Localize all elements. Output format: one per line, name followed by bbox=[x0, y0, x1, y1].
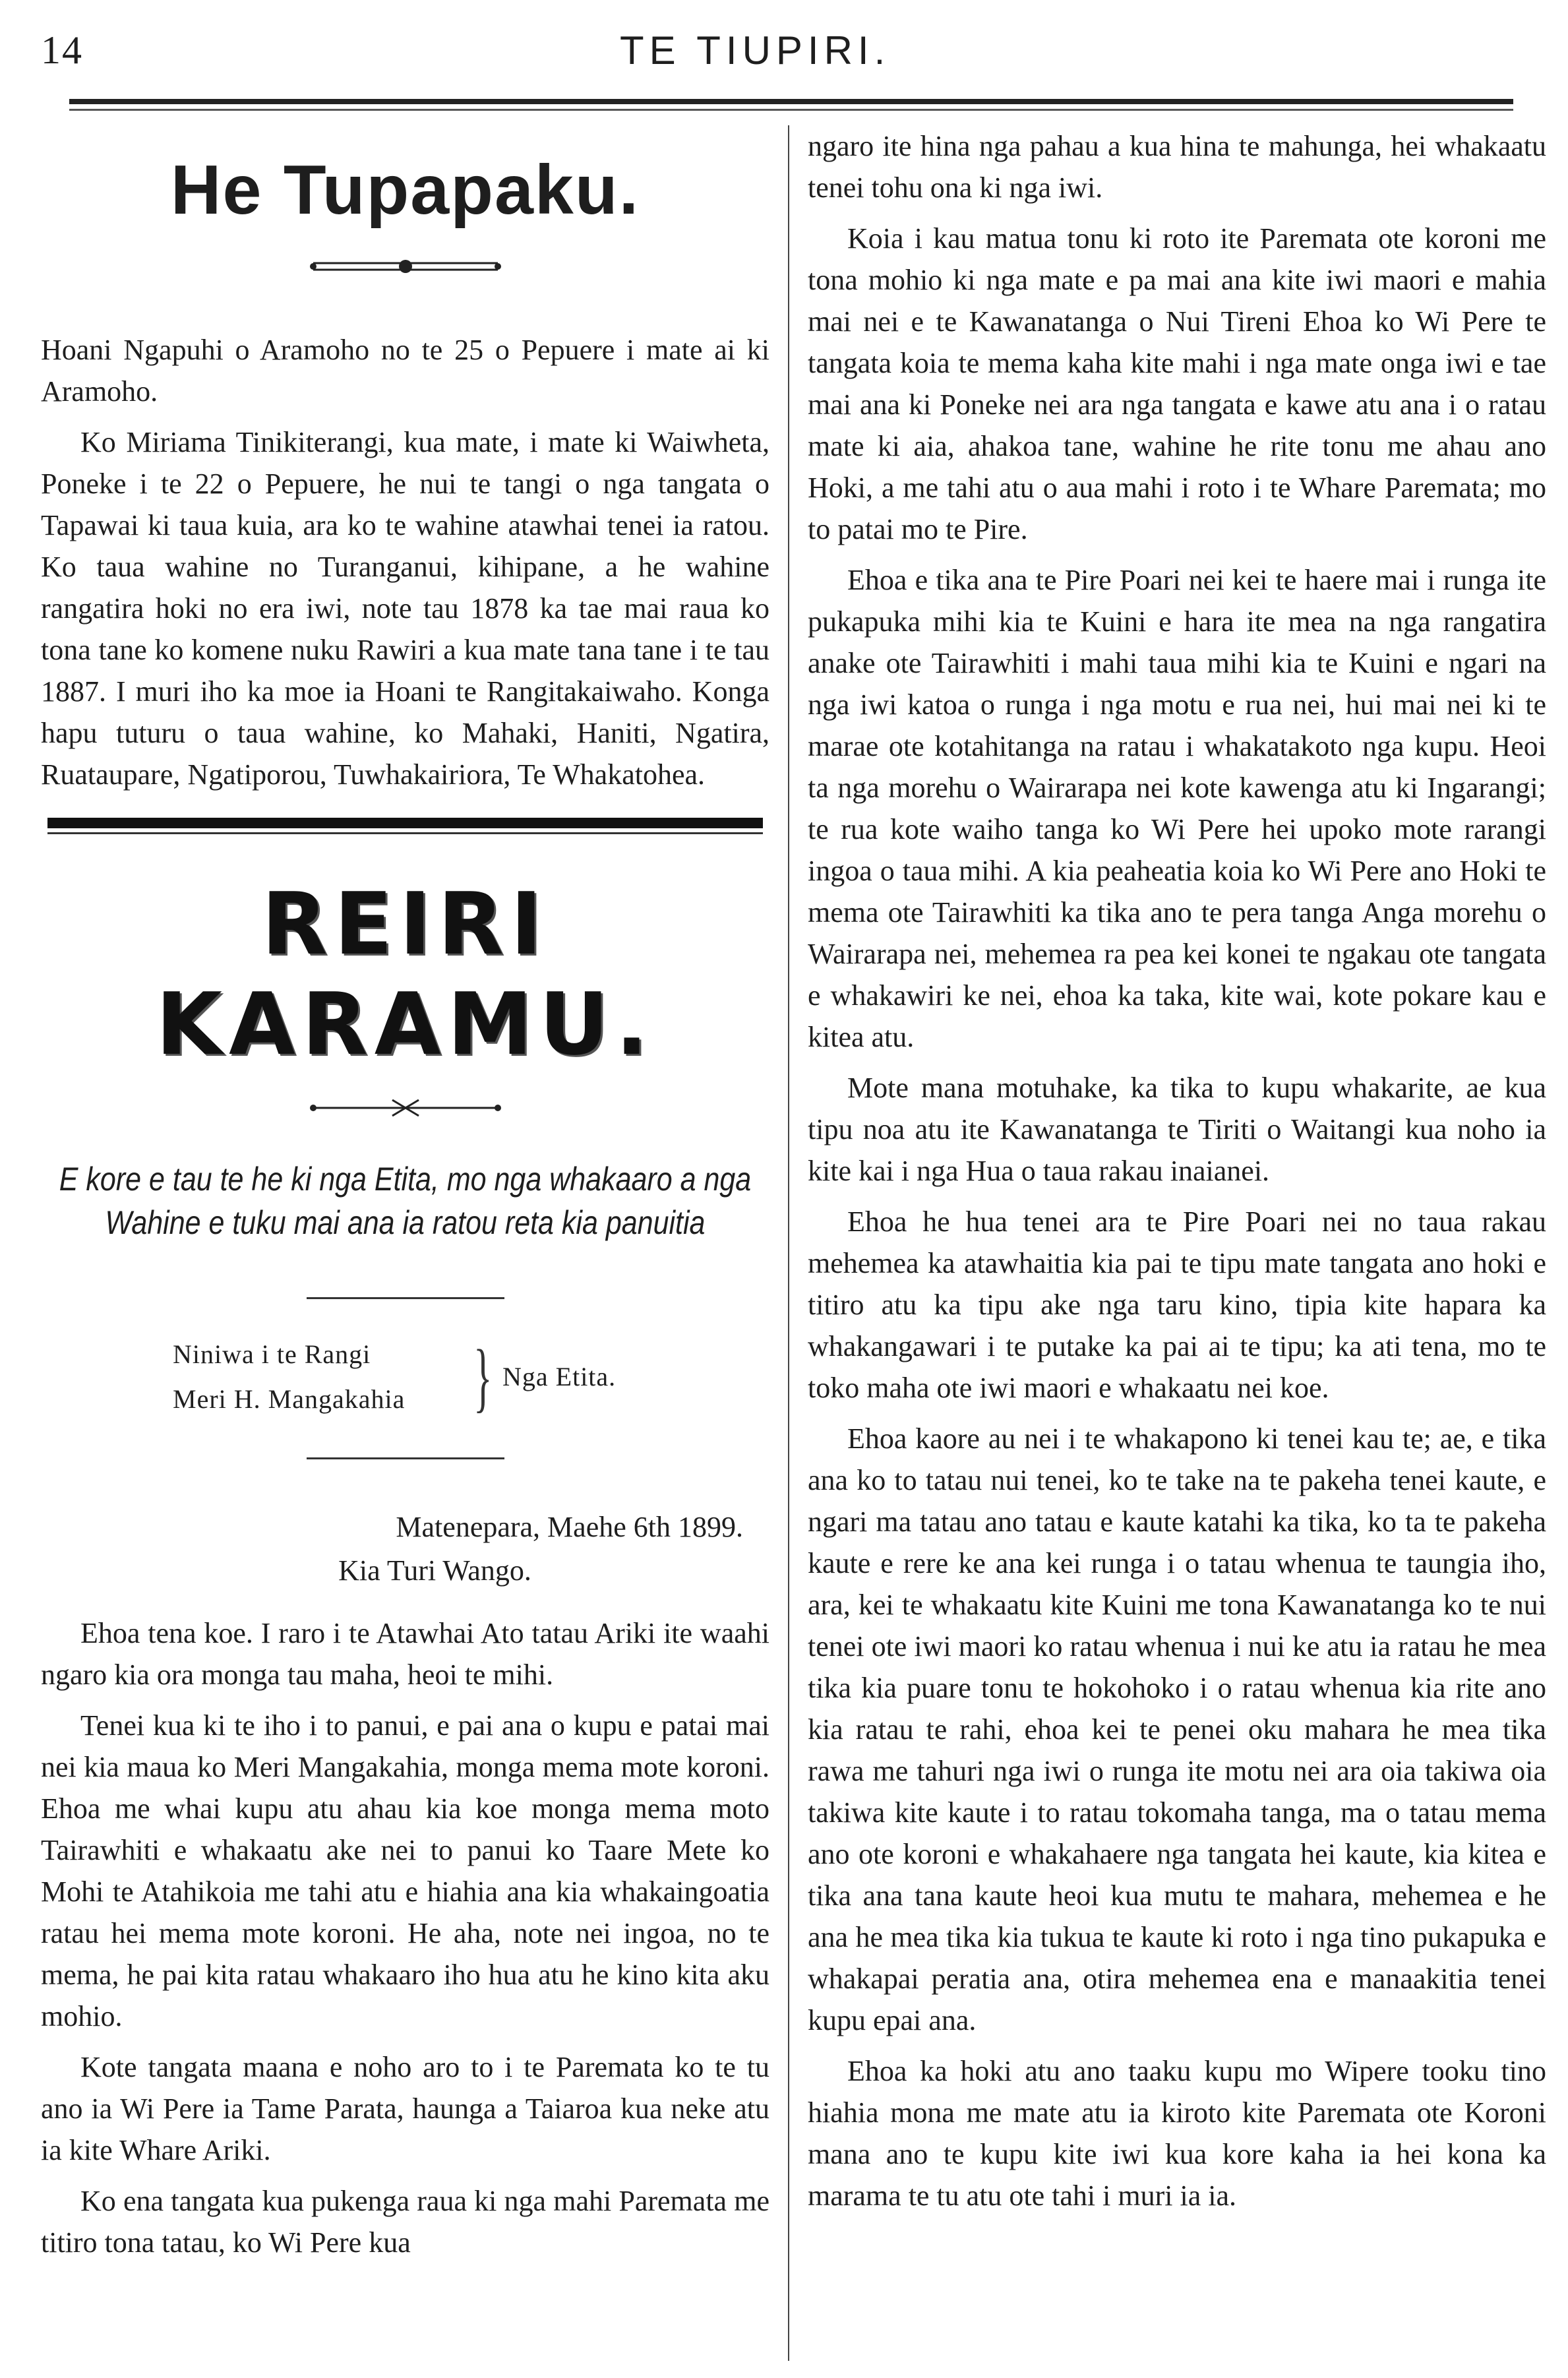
short-rule bbox=[307, 1457, 504, 1459]
letter-paragraph: Ehoa ka hoki atu ano taaku kupu mo Wipere tooku tino hiahia mona me mate atu ia kiroto kite Paremata ote Koroni mana ano te kupu kite iwi kua kore kaha ia hei kona ka marama te tu atu ote tahi i muri ia ia. bbox=[808, 2055, 1546, 2212]
letter-paragraph: Kote tangata maana e noho aro to i te Paremata ko te tu ano ia Wi Pere ia Tame Parata, haunga a Taiaroa kua neke atu ia kite Whare Ariki. bbox=[41, 2051, 769, 2166]
obituary-paragraph: Ko Miriama Tinikiterangi, kua mate, i mate ki Waiwheta, Poneke i te 22 o Pepuere, he nui te tangi o nga tangata o Tapawai ki taua kuia, ara ko te wahine atawhai tenei ia ratou. Ko taua wahine no Turanganui, kihipane, a he wahine rangatira hoki no era iwi, note tau 1878 ka tae mai raua ko tona tane ko komene nuku Rawiri a kua mate tana tane i te tau 1887. I muri iho ka moe ia Hoani te Rangitakaiwaho. Konga hapu tuturu o taua wahine, ko Mahaki, Haniti, Ngatira, Ruataupare, Ngatiporou, Tuwhakairiora, Te Whakatohea. bbox=[41, 426, 769, 791]
letter-paragraph: Ehoa he hua tenei ara te Pire Poari nei no taua rakau mehemea ka atawhaitia kia pai te tipu mate tangata ano hoki e titiro atu ka tipu ake nga taru kino, tipia kite hapara ka whakangawari i te putake ka pai ai te tipu; ka ati tena, mo te toko maha ote iwi maori e whakaatu nei koe. bbox=[808, 1205, 1546, 1404]
left-column bbox=[41, 125, 769, 2272]
running-head bbox=[0, 0, 1568, 112]
masthead-title: TE TIUPIRI. bbox=[620, 28, 891, 73]
right-column bbox=[808, 125, 1546, 2226]
letter-paragraph: Ko ena tangata kua pukenga raua ki nga mahi Paremata me titiro tona tatau, ko Wi Pere kua bbox=[41, 2185, 769, 2259]
letter-paragraph: Tenei kua ki te iho i to panui, e pai ana o kupu e patai mai nei kia maua ko Meri Mangakahia, monga mema mote koroni. Ehoa me whai kupu atu ahau kia koe monga mema moto Tairawhiti e whakaatu ake nei to panui ko Taare Mete ko Mohi te Atahikoia me tahi atu e hiahia ana kia whakaingoatia ratau hei mema mote koroni. He aha, note nei ingoa, no te mema, he pai kita ratau whakaaro iho hua atu he kino kita aku mohio. bbox=[41, 1709, 769, 2032]
letter-dateline: Matenepara, Maehe 6th 1899. bbox=[396, 1511, 743, 1543]
editors-block bbox=[173, 1333, 769, 1431]
section-rule-thick bbox=[47, 818, 763, 828]
obituary-title: He Tupapaku. bbox=[170, 151, 640, 229]
letter-paragraph: ngaro ite hina nga pahau a kua hina te mahunga, hei whakaatu tenei tohu ona ki nga iwi. bbox=[808, 130, 1546, 204]
editor-name: Niniwa i te Rangi bbox=[173, 1339, 371, 1369]
column-divider bbox=[788, 125, 789, 2361]
letter-paragraph: Ehoa kaore au nei i te whakapono ki tenei kau te; ae, e tika ana ko to tatau nui tenei, ko te take na te pakeha tenei kaute, e ngari ma tatau ano tatau e kaute katahi ka tika, ko ta te pakeha kaute e rere ke ana kei runga i o tatau whenua te taungia iho, ara, kei te whakaatu kite Kuini me tona Kawanatanga ko te nui tenei ote iwi maori ko ratau whenua i nui ke atu ia ratau he mea tika kia puare tonu te hokohoko i o ratau whenua kia rite ano kia ratau te rahi, ehoa kei te penei oku mahara he mea tika rawa me tahuri nga iwi o runga ite motu nei ara oia takiwa oia takiwa kite kaute i to ratau tokomaha tanga, ma o tatau mema ano ote koroni e whakahaere nga tangata hei kaute, kia kitea e tika ana tana kaute heoi kua mutu te mahara, mehemea e he ana he mea tika kia tukua te kaute ki roto i nga tino pukapuka e whakapai peratia ana, otira mehemea ena e manaakitia tenei kupu epai ana. bbox=[808, 1422, 1546, 2036]
editor-name: Meri H. Mangakahia bbox=[173, 1384, 406, 1414]
obituary-paragraph: Hoani Ngapuhi o Aramoho no te 25 o Pepuere i mate ai ki Aramoho. bbox=[41, 334, 769, 408]
letter-paragraph: Koia i kau matua tonu ki roto ite Paremata ote koroni me tona mohio ki nga mate e pa mai ana kite iwi maori e mahia mai nei e te Kawanatanga o Nui Tireni Ehoa ko Wi Pere te tangata koia te mema kaha kite mahi i nga mate onga iwi e tae mai ana ki Poneke nei ara nga tangata e kawe atu ana i o ratau mate ki aia, ahakoa tane, wahine he rite tonu me ahau ano Hoki, a me tahi atu o aua mahi i roto i te Whare Paremata; mo to patai mo te Pire. bbox=[808, 222, 1546, 545]
letter-paragraph: Ehoa e tika ana te Pire Poari nei kei te haere mai i runga ite pukapuka mihi kia te Kuini e hara ite mea na nga rangatira anake ote Tairawhiti i mahi taua mihi kia te Kuini e ngari na nga iwi katoa o runga i nga motu e rua nei, hui mai nei ki te marae ote kotahitanga na ratau i whakatakoto nga kupu. Heoi ta nga morehu o Wairarapa nei kote kawenga atu ki Ingarangi; te rua kote waiho tanga ko Wi Pere hei upoko mote rarangi ingoa o taua mihi. A kia peaheatia koia ko Wi Pere ano Hoki te mema ote Tairawhiti ka tika ano te pera tanga Anga morehu o Wairarapa nei, mehemea ra pea kei konei te ngakau ote tangata e whakawiri ke nei, ehoa ka taka, kite wai, kote pokare kau e kitea atu. bbox=[808, 564, 1546, 1053]
letter-salutation: Kia Turi Wango. bbox=[338, 1554, 531, 1587]
brace-icon: } bbox=[473, 1333, 493, 1420]
short-rule bbox=[307, 1297, 504, 1299]
editors-role: Nga Etita. bbox=[502, 1362, 617, 1391]
letter-paragraph: Mote mana motuhake, ka tika to kupu whakarite, ae kua tipu noa atu ite Kawanatanga te Tiriti o Waitangi kua noho ia kite kai i nga Hua o taua rakau inaianei. bbox=[808, 1072, 1546, 1187]
letter-paragraph: Ehoa tena koe. I raro i te Atawhai Ato tatau Ariki ite waahi ngaro kia ora monga tau maha, heoi te mihi. bbox=[41, 1617, 769, 1691]
ornament-divider-icon bbox=[307, 1098, 504, 1118]
section-rule-thin bbox=[47, 832, 763, 834]
letters-banner: REIRI KARAMU. bbox=[156, 874, 655, 1074]
ornament-divider-icon bbox=[307, 257, 504, 276]
page-number: 14 bbox=[41, 28, 83, 72]
header-rule-thin bbox=[69, 109, 1513, 111]
editorial-notice: E kore e tau te he ki nga Etita, mo nga whakaaro a nga Wahine e tuku mai ana ia ratou reta kia panuitia bbox=[59, 1161, 752, 1241]
header-rule-thick bbox=[69, 99, 1513, 104]
